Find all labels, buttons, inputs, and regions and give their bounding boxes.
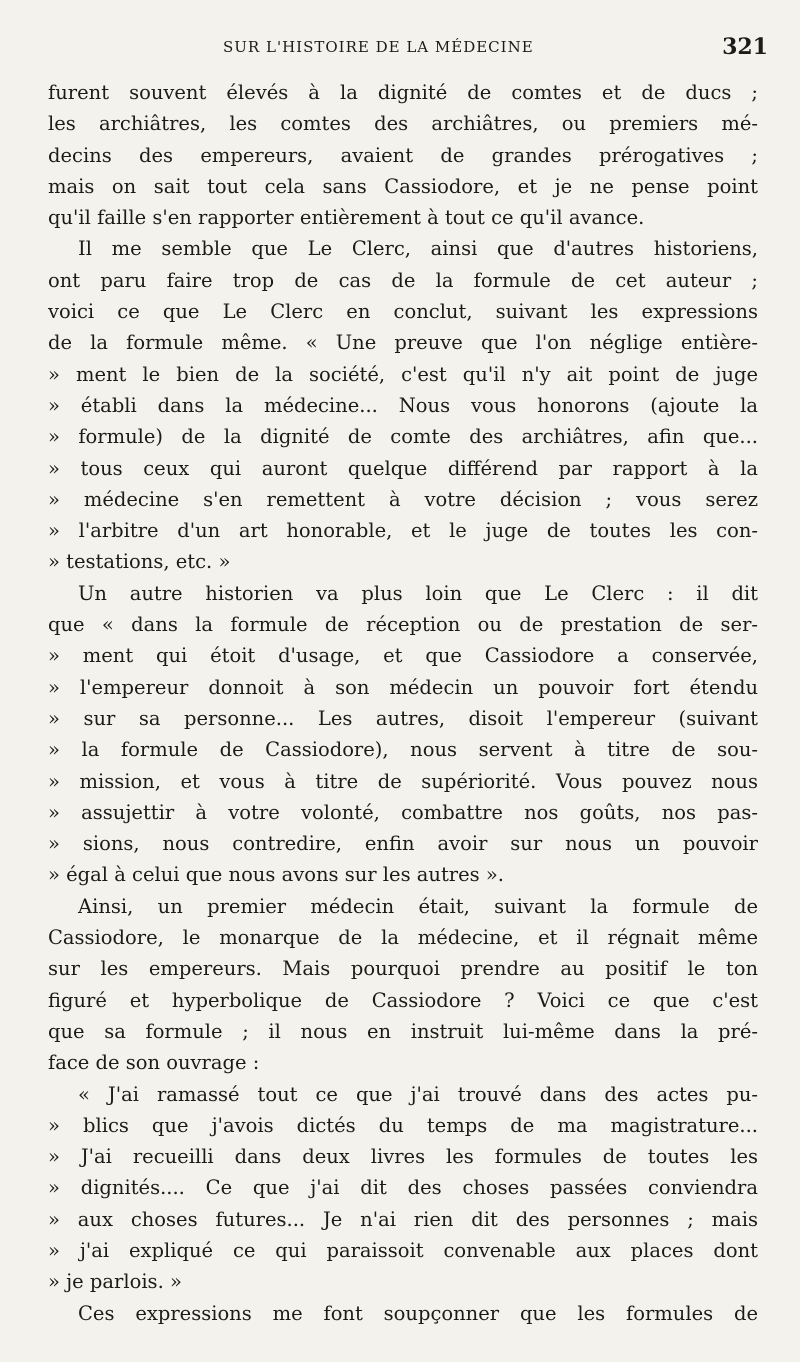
text-line: » sions, nous contredire, enfin avoir sur nous un pouvoir [48,832,758,856]
text-line: » aux choses futures... Je n'ai rien dit des personnes ; mais [48,1207,758,1231]
running-head: SUR L'HISTOIRE DE LA MÉDECINE [223,38,534,56]
page-header [48,34,768,68]
text-line: » l'empereur donnoit à son médecin un pouvoir fort étendu [48,675,758,699]
text-line: » médecine s'en remettent à votre décision ; vous serez [48,487,758,511]
body-text [48,77,758,1329]
text-line: Un autre historien va plus loin que Le Clerc : il dit [78,581,758,605]
text-line: » je parlois. » [48,1270,182,1294]
text-line: ont paru faire trop de cas de la formule de cet auteur ; [48,268,758,292]
text-line: » assujettir à votre volonté, combattre nos goûts, nos pas- [48,800,758,824]
text-line: » formule) de la dignité de comte des archiâtres, afin que... [48,425,758,449]
text-line: » dignités.... Ce que j'ai dit des choses passées conviendra [48,1176,758,1200]
text-line: Il me semble que Le Clerc, ainsi que d'autres historiens, [78,237,758,261]
text-line: » blics que j'avois dictés du temps de ma magistrature... [48,1113,758,1137]
text-line: » testations, etc. » [48,550,231,574]
text-line: face de son ouvrage : [48,1051,260,1075]
text-line: que « dans la formule de réception ou de prestation de ser- [48,613,758,637]
text-line: les archiâtres, les comtes des archiâtres, ou premiers mé- [48,112,758,136]
text-line: voici ce que Le Clerc en conclut, suivant les expressions [48,300,758,324]
text-line: Ces expressions me font soupçonner que les formules de [78,1301,758,1325]
text-line: furent souvent élevés à la dignité de comtes et de ducs ; [48,81,758,104]
text-line: mais on sait tout cela sans Cassiodore, et je ne pense point [48,174,758,198]
text-line: « J'ai ramassé tout ce que j'ai trouvé dans des actes pu- [78,1082,758,1106]
text-line: » sur sa personne... Les autres, disoit l'empereur (suivant [48,706,758,730]
text-line: » établi dans la médecine... Nous vous honorons (ajoute la [48,393,758,417]
page-number: 321 [722,34,768,60]
text-line: de la formule même. « Une preuve que l'on néglige entière- [48,331,758,355]
text-line: decins des empereurs, avaient de grandes prérogatives ; [48,143,758,167]
text-line: » j'ai expliqué ce qui paraissoit convenable aux places dont [48,1238,758,1262]
text-line: Cassiodore, le monarque de la médecine, et il régnait même [48,926,758,950]
text-line: » ment qui étoit d'usage, et que Cassiodore a conservée, [48,644,758,668]
text-line: » ment le bien de la société, c'est qu'il n'y ait point de juge [48,362,758,386]
text-line: figuré et hyperbolique de Cassiodore ? Voici ce que c'est [48,988,758,1012]
text-line: » J'ai recueilli dans deux livres les formules de toutes les [48,1145,758,1169]
text-line: » la formule de Cassiodore), nous servent à titre de sou- [48,738,758,762]
text-line: » tous ceux qui auront quelque différend par rapport à la [48,456,758,480]
text-line: » mission, et vous à titre de supériorité. Vous pouvez nous [48,769,758,793]
text-line: Ainsi, un premier médecin était, suivant la formule de [78,894,758,918]
text-line: qu'il faille s'en rapporter entièrement à tout ce qu'il avance. [48,206,645,230]
text-line: sur les empereurs. Mais pourquoi prendre au positif le ton [48,957,758,981]
text-line: que sa formule ; il nous en instruit lui-même dans la pré- [48,1019,758,1043]
text-line: » égal à celui que nous avons sur les autres ». [48,863,505,887]
text-line: » l'arbitre d'un art honorable, et le juge de toutes les con- [48,519,758,543]
